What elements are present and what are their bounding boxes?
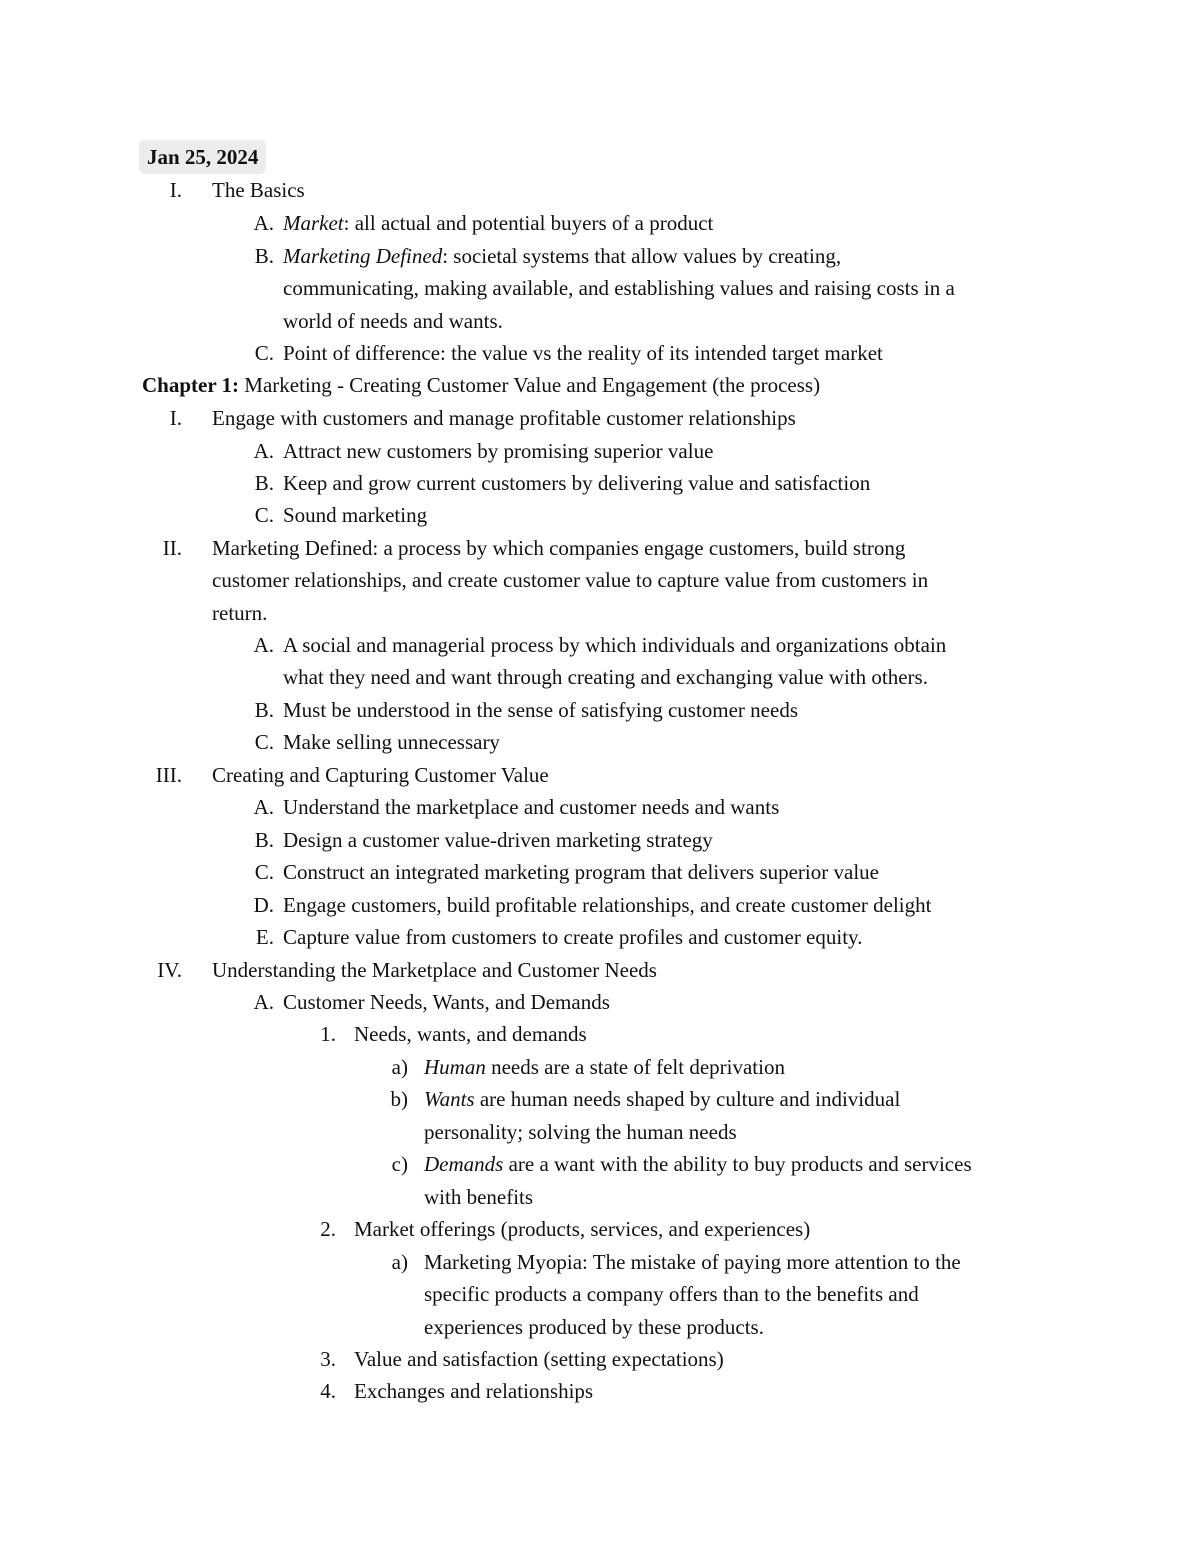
outline-item: a) Marketing Myopia: The mistake of paying more attention to the xyxy=(0,1246,1200,1278)
term: Demands xyxy=(424,1152,504,1176)
outline-item: E. Capture value from customers to create profiles and customer equity. xyxy=(0,921,1200,953)
outline-item: B. Design a customer value-driven marketing strategy xyxy=(0,824,1200,856)
list-marker: 3. xyxy=(320,1347,336,1371)
list-marker: a) xyxy=(391,1055,408,1079)
list-marker: C. xyxy=(254,860,274,884)
outline-item: C. Sound marketing xyxy=(0,499,1200,531)
outline-item: D. Engage customers, build profitable relationships, and create customer delight xyxy=(0,889,1200,921)
list-marker: a) xyxy=(391,1250,408,1274)
list-marker: b) xyxy=(390,1087,408,1111)
list-marker: IV. xyxy=(157,958,182,982)
list-marker: C. xyxy=(254,341,274,365)
list-marker: B. xyxy=(254,244,274,268)
text-line: experiences produced by these products. xyxy=(424,1315,764,1339)
outline-item: 3. Value and satisfaction (setting expectations) xyxy=(0,1343,1200,1375)
text-line: customer relationships, and create customer value to capture value from customers in xyxy=(212,568,929,592)
outline-item-basics xyxy=(0,174,1200,206)
outline-item: C. Construct an integrated marketing program that delivers superior value xyxy=(0,856,1200,888)
text-line: return. xyxy=(212,601,268,625)
outline-item: B. Keep and grow current customers by delivering value and satisfaction xyxy=(0,467,1200,499)
outline-item: 4. Exchanges and relationships xyxy=(0,1375,1200,1407)
definition: : all actual and potential buyers of a product xyxy=(343,211,714,235)
outline-item: C. Make selling unnecessary xyxy=(0,726,1200,758)
list-marker: A. xyxy=(253,439,274,463)
list-marker: D. xyxy=(253,893,274,917)
list-marker: I. xyxy=(169,406,182,430)
chapter-label: Chapter 1: xyxy=(142,373,240,397)
text-line: what they need and want through creating and exchanging value with others. xyxy=(283,665,928,689)
list-marker: B. xyxy=(254,471,274,495)
outline-item: A. Attract new customers by promising superior value xyxy=(0,435,1200,467)
chapter-heading xyxy=(0,369,1200,401)
outline-item-point-of-difference: C. Point of difference: the value vs the reality of its intended target market xyxy=(0,337,1200,369)
text-line: specific products a company offers than to the benefits and xyxy=(424,1282,919,1306)
text-line: personality; solving the human needs xyxy=(424,1120,737,1144)
outline-item: b) Wants are human needs shaped by culture and individual xyxy=(0,1083,1200,1115)
list-marker: C. xyxy=(254,730,274,754)
list-marker: B. xyxy=(254,828,274,852)
list-marker: A. xyxy=(253,633,274,657)
term: Marketing Defined xyxy=(283,244,443,268)
list-marker: B. xyxy=(254,698,274,722)
list-marker: A. xyxy=(253,795,274,819)
outline-item: a) Human needs are a state of felt deprivation xyxy=(0,1051,1200,1083)
list-marker: c) xyxy=(391,1152,408,1176)
outline-item: 2. Market offerings (products, services, and experiences) xyxy=(0,1213,1200,1245)
outline-item: c) Demands are a want with the ability to buy products and services xyxy=(0,1148,1200,1180)
list-marker: I. xyxy=(169,178,182,202)
outline-item: A. A social and managerial process by which individuals and organizations obtain xyxy=(0,629,1200,661)
outline-item-understanding-marketplace: IV. Understanding the Marketplace and Customer Needs xyxy=(0,954,1200,986)
term: Human xyxy=(424,1055,486,1079)
outline-item: A. Customer Needs, Wants, and Demands xyxy=(0,986,1200,1018)
date-chip[interactable]: Jan 25, 2024 xyxy=(139,140,266,174)
list-marker: III. xyxy=(155,763,182,787)
list-marker: E. xyxy=(255,925,274,949)
outline-heading: The Basics xyxy=(212,178,305,202)
list-marker: A. xyxy=(253,211,274,235)
list-marker: 1. xyxy=(320,1022,336,1046)
text-line: with benefits xyxy=(424,1185,534,1209)
outline-item: B. Must be understood in the sense of satisfying customer needs xyxy=(0,694,1200,726)
list-marker: C. xyxy=(254,503,274,527)
outline-item-market xyxy=(0,207,1200,239)
list-marker: 4. xyxy=(320,1379,336,1403)
term: Market xyxy=(283,211,344,235)
outline-item-engage: I. Engage with customers and manage profitable customer relationships xyxy=(0,402,1200,434)
term: Wants xyxy=(424,1087,475,1111)
definition: : societal systems that allow values by creating, xyxy=(442,244,842,268)
outline-item-marketing-defined-process: II. Marketing Defined: a process by which companies engage customers, build strong xyxy=(0,532,1200,564)
text-line: world of needs and wants. xyxy=(283,309,503,333)
outline-item: A. Understand the marketplace and customer needs and wants xyxy=(0,791,1200,823)
outline-item-creating-value: III. Creating and Capturing Customer Value xyxy=(0,759,1200,791)
list-marker: 2. xyxy=(320,1217,336,1241)
outline-item: 1. Needs, wants, and demands xyxy=(0,1018,1200,1050)
text-line: communicating, making available, and establishing values and raising costs in a xyxy=(283,276,955,300)
list-marker: II. xyxy=(162,536,182,560)
chapter-title: Marketing - Creating Customer Value and Engagement (the process) xyxy=(239,373,821,397)
list-marker: A. xyxy=(253,990,274,1014)
outline-item-marketing-defined xyxy=(0,240,1200,272)
